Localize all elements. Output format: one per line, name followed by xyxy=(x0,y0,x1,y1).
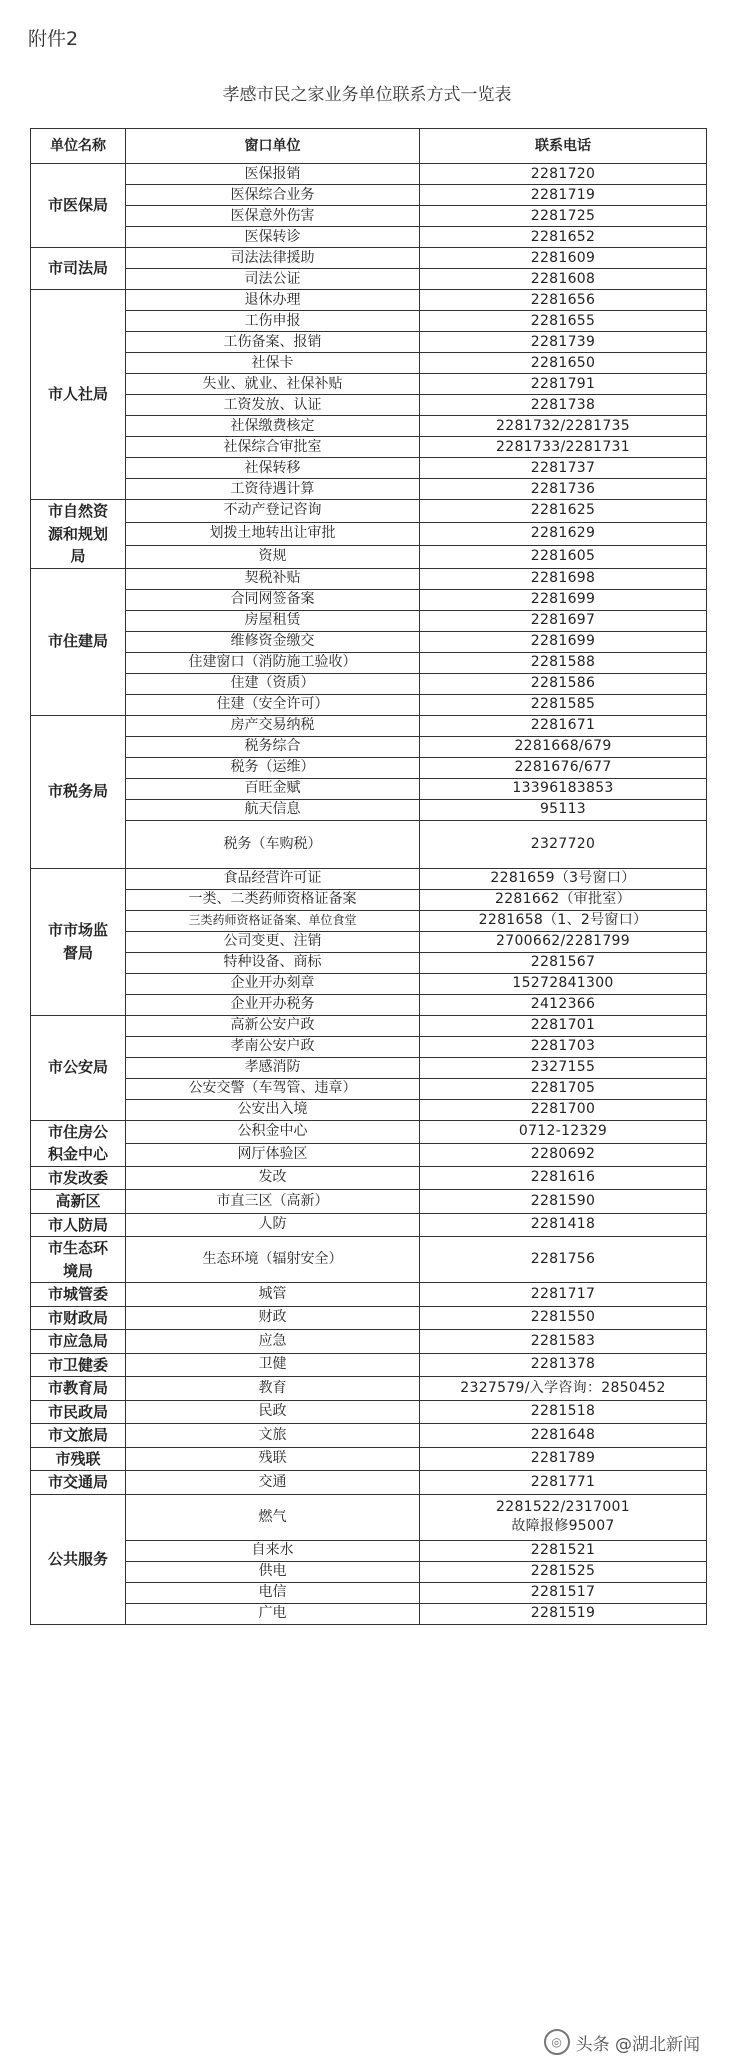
window-cell: 广电 xyxy=(126,1603,420,1624)
table-row xyxy=(31,568,707,589)
window-cell: 文旅 xyxy=(126,1424,420,1448)
window-cell: 一类、二类药师资格证备案 xyxy=(126,889,420,910)
phone-cell: 2700662/2281799 xyxy=(420,931,707,952)
table-row xyxy=(31,248,707,269)
window-cell: 交通 xyxy=(126,1471,420,1495)
phone-cell: 2281732/2281735 xyxy=(420,416,707,437)
phone-cell: 2281697 xyxy=(420,610,707,631)
phone-cell: 2281418 xyxy=(420,1213,707,1237)
table-row xyxy=(31,715,707,736)
phone-cell: 95113 xyxy=(420,799,707,820)
header-window: 窗口单位 xyxy=(126,129,420,164)
header-phone: 联系电话 xyxy=(420,129,707,164)
table-row xyxy=(31,994,707,1015)
phone-cell: 2281671 xyxy=(420,715,707,736)
phone-cell: 2281705 xyxy=(420,1078,707,1099)
table-row xyxy=(31,1143,707,1166)
table-row xyxy=(31,1603,707,1624)
phone-cell: 0712-12329 xyxy=(420,1120,707,1143)
table-row xyxy=(31,1015,707,1036)
phone-cell: 2281736 xyxy=(420,479,707,500)
window-cell: 应急 xyxy=(126,1330,420,1354)
table-row xyxy=(31,757,707,778)
window-cell: 税务综合 xyxy=(126,736,420,757)
window-cell: 孝感消防 xyxy=(126,1057,420,1078)
phone-cell: 2281701 xyxy=(420,1015,707,1036)
dept-cell: 市文旅局 xyxy=(31,1424,126,1448)
camera-icon: ◎ xyxy=(544,2029,570,2055)
table-row xyxy=(31,1036,707,1057)
table-row xyxy=(31,1582,707,1603)
window-cell: 残联 xyxy=(126,1447,420,1471)
phone-cell: 2281629 xyxy=(420,522,707,545)
window-cell: 卫健 xyxy=(126,1353,420,1377)
phone-cell: 2281655 xyxy=(420,311,707,332)
window-cell: 公安交警（车驾管、违章） xyxy=(126,1078,420,1099)
phone-cell: 2281608 xyxy=(420,269,707,290)
phone-cell: 2281771 xyxy=(420,1471,707,1495)
phone-cell: 2281791 xyxy=(420,374,707,395)
table-row xyxy=(31,1494,707,1540)
table-row xyxy=(31,1447,707,1471)
table-row xyxy=(31,1166,707,1190)
table-row xyxy=(31,1400,707,1424)
dept-cell: 市民政局 xyxy=(31,1400,126,1424)
table-row xyxy=(31,1330,707,1354)
window-cell: 高新公安户政 xyxy=(126,1015,420,1036)
phone-cell: 2281698 xyxy=(420,568,707,589)
table-row xyxy=(31,868,707,889)
window-cell: 航天信息 xyxy=(126,799,420,820)
table-row xyxy=(31,332,707,353)
table-row xyxy=(31,1078,707,1099)
table-row xyxy=(31,395,707,416)
window-cell: 企业开办刻章 xyxy=(126,973,420,994)
window-cell: 医保意外伤害 xyxy=(126,206,420,227)
table-row xyxy=(31,374,707,395)
window-cell: 生态环境（辐射安全） xyxy=(126,1237,420,1283)
dept-cell: 市交通局 xyxy=(31,1471,126,1495)
phone-cell: 2281583 xyxy=(420,1330,707,1354)
window-cell: 百旺金赋 xyxy=(126,778,420,799)
table-row xyxy=(31,589,707,610)
window-cell: 特种设备、商标 xyxy=(126,952,420,973)
window-cell: 不动产登记咨询 xyxy=(126,500,420,523)
page-title: 孝感市民之家业务单位联系方式一览表 xyxy=(222,85,512,105)
phone-cell: 2281550 xyxy=(420,1306,707,1330)
phone-cell: 2281521 xyxy=(420,1540,707,1561)
phone-cell: 2281525 xyxy=(420,1561,707,1582)
window-cell: 公安出入境 xyxy=(126,1099,420,1120)
window-cell: 税务（车购税） xyxy=(126,820,420,868)
table-row xyxy=(31,1471,707,1495)
dept-cell: 市人社局 xyxy=(31,290,126,500)
table-row xyxy=(31,164,707,185)
dept-cell: 市医保局 xyxy=(31,164,126,248)
table-row xyxy=(31,227,707,248)
phone-cell: 2281616 xyxy=(420,1166,707,1190)
table-row xyxy=(31,458,707,479)
dept-cell: 市市场监督局 xyxy=(31,868,126,1015)
window-cell: 司法公证 xyxy=(126,269,420,290)
table-row xyxy=(31,1099,707,1120)
phone-cell: 2412366 xyxy=(420,994,707,1015)
phone-cell: 2281567 xyxy=(420,952,707,973)
phone-cell: 2281733/2281731 xyxy=(420,437,707,458)
phone-cell: 2281662（审批室） xyxy=(420,889,707,910)
window-cell: 电信 xyxy=(126,1582,420,1603)
phone-cell: 2281720 xyxy=(420,164,707,185)
phone-cell: 13396183853 xyxy=(420,778,707,799)
phone-cell: 2281625 xyxy=(420,500,707,523)
window-cell: 市直三区（高新） xyxy=(126,1190,420,1214)
window-cell: 医保报销 xyxy=(126,164,420,185)
phone-cell: 2281650 xyxy=(420,353,707,374)
window-cell: 房屋租赁 xyxy=(126,610,420,631)
table-row xyxy=(31,290,707,311)
window-cell: 失业、就业、社保补贴 xyxy=(126,374,420,395)
window-cell: 房产交易纳税 xyxy=(126,715,420,736)
window-cell: 食品经营许可证 xyxy=(126,868,420,889)
table-row xyxy=(31,416,707,437)
window-cell: 税务（运维） xyxy=(126,757,420,778)
header-dept: 单位名称 xyxy=(31,129,126,164)
phone-cell: 2281658（1、2号窗口） xyxy=(420,910,707,931)
window-cell: 公积金中心 xyxy=(126,1120,420,1143)
table-row xyxy=(31,1377,707,1401)
phone-cell: 2281699 xyxy=(420,631,707,652)
dept-cell: 市城管委 xyxy=(31,1283,126,1307)
window-cell: 三类药师资格证备案、单位食堂 xyxy=(126,910,420,931)
table-row xyxy=(31,437,707,458)
phone-cell: 2281739 xyxy=(420,332,707,353)
window-cell: 公司变更、注销 xyxy=(126,931,420,952)
window-cell: 民政 xyxy=(126,1400,420,1424)
phone-cell: 2281648 xyxy=(420,1424,707,1448)
phone-cell: 2281652 xyxy=(420,227,707,248)
phone-cell: 2281725 xyxy=(420,206,707,227)
table-row xyxy=(31,931,707,952)
table-row xyxy=(31,206,707,227)
phone-cell: 2281586 xyxy=(420,673,707,694)
dept-cell: 市住建局 xyxy=(31,568,126,715)
dept-cell: 市发改委 xyxy=(31,1166,126,1190)
window-cell: 医保转诊 xyxy=(126,227,420,248)
table-row xyxy=(31,522,707,545)
table-header-row xyxy=(31,129,707,164)
window-cell: 教育 xyxy=(126,1377,420,1401)
dept-cell: 市残联 xyxy=(31,1447,126,1471)
window-cell: 住建窗口（消防施工验收） xyxy=(126,652,420,673)
table-row xyxy=(31,311,707,332)
table-row xyxy=(31,1424,707,1448)
window-cell: 住建（安全许可） xyxy=(126,694,420,715)
table-row xyxy=(31,652,707,673)
phone-cell: 2281522/2317001 故障报修95007 xyxy=(420,1494,707,1540)
dept-cell: 市教育局 xyxy=(31,1377,126,1401)
window-cell: 燃气 xyxy=(126,1494,420,1540)
phone-cell: 2327155 xyxy=(420,1057,707,1078)
dept-cell: 市人防局 xyxy=(31,1213,126,1237)
window-cell: 工伤申报 xyxy=(126,311,420,332)
phone-cell: 2281756 xyxy=(420,1237,707,1283)
table-row xyxy=(31,973,707,994)
phone-cell: 2281659（3号窗口） xyxy=(420,868,707,889)
phone-cell: 2281609 xyxy=(420,248,707,269)
phone-cell: 15272841300 xyxy=(420,973,707,994)
table-row xyxy=(31,479,707,500)
table-row xyxy=(31,1237,707,1283)
table-row xyxy=(31,889,707,910)
window-cell: 划拨土地转出让审批 xyxy=(126,522,420,545)
dept-cell: 市应急局 xyxy=(31,1330,126,1354)
dept-cell: 市财政局 xyxy=(31,1306,126,1330)
table-row xyxy=(31,1190,707,1214)
table-row xyxy=(31,500,707,523)
table-row xyxy=(31,1353,707,1377)
phone-cell: 2281605 xyxy=(420,545,707,568)
window-cell: 发改 xyxy=(126,1166,420,1190)
phone-cell: 2281789 xyxy=(420,1447,707,1471)
attachment-label: 附件2 xyxy=(28,28,79,50)
table-row xyxy=(31,910,707,931)
phone-cell: 2281656 xyxy=(420,290,707,311)
window-cell: 退休办理 xyxy=(126,290,420,311)
window-cell: 人防 xyxy=(126,1213,420,1237)
phone-cell: 2281668/679 xyxy=(420,736,707,757)
window-cell: 自来水 xyxy=(126,1540,420,1561)
dept-cell: 市自然资源和规划局 xyxy=(31,500,126,569)
window-cell: 契税补贴 xyxy=(126,568,420,589)
window-cell: 网厅体验区 xyxy=(126,1143,420,1166)
window-cell: 财政 xyxy=(126,1306,420,1330)
dept-cell: 市公安局 xyxy=(31,1015,126,1120)
window-cell: 工资待遇计算 xyxy=(126,479,420,500)
table-row xyxy=(31,1540,707,1561)
phone-cell: 2281719 xyxy=(420,185,707,206)
phone-cell: 2281717 xyxy=(420,1283,707,1307)
dept-cell: 公共服务 xyxy=(31,1494,126,1624)
window-cell: 供电 xyxy=(126,1561,420,1582)
window-cell: 社保综合审批室 xyxy=(126,437,420,458)
table-row xyxy=(31,952,707,973)
table-row xyxy=(31,545,707,568)
window-cell: 维修资金缴交 xyxy=(126,631,420,652)
phone-cell: 2281699 xyxy=(420,589,707,610)
watermark xyxy=(538,2027,706,2057)
table-row xyxy=(31,799,707,820)
window-cell: 医保综合业务 xyxy=(126,185,420,206)
phone-cell: 2281737 xyxy=(420,458,707,479)
dept-cell: 高新区 xyxy=(31,1190,126,1214)
phone-cell: 2281738 xyxy=(420,395,707,416)
table-row xyxy=(31,1057,707,1078)
window-cell: 企业开办税务 xyxy=(126,994,420,1015)
contact-table xyxy=(30,128,707,1625)
phone-cell: 2281519 xyxy=(420,1603,707,1624)
window-cell: 合同网签备案 xyxy=(126,589,420,610)
phone-cell: 2281588 xyxy=(420,652,707,673)
phone-cell: 2281585 xyxy=(420,694,707,715)
phone-cell: 2281378 xyxy=(420,1353,707,1377)
window-cell: 社保缴费核定 xyxy=(126,416,420,437)
phone-cell: 2327720 xyxy=(420,820,707,868)
window-cell: 住建（资质） xyxy=(126,673,420,694)
table-row xyxy=(31,631,707,652)
table-row xyxy=(31,610,707,631)
phone-cell: 2280692 xyxy=(420,1143,707,1166)
dept-cell: 市生态环境局 xyxy=(31,1237,126,1283)
table-row xyxy=(31,353,707,374)
window-cell: 司法法律援助 xyxy=(126,248,420,269)
table-row xyxy=(31,1213,707,1237)
phone-cell: 2281700 xyxy=(420,1099,707,1120)
table-row xyxy=(31,694,707,715)
phone-cell: 2327579/入学咨询：2850452 xyxy=(420,1377,707,1401)
dept-cell: 市司法局 xyxy=(31,248,126,290)
window-cell: 社保卡 xyxy=(126,353,420,374)
table-row xyxy=(31,1306,707,1330)
table-row xyxy=(31,1561,707,1582)
table-row xyxy=(31,820,707,868)
table-row xyxy=(31,185,707,206)
window-cell: 社保转移 xyxy=(126,458,420,479)
dept-cell: 市税务局 xyxy=(31,715,126,868)
window-cell: 孝南公安户政 xyxy=(126,1036,420,1057)
table-row xyxy=(31,1283,707,1307)
table-row xyxy=(31,269,707,290)
window-cell: 工伤备案、报销 xyxy=(126,332,420,353)
phone-cell: 2281676/677 xyxy=(420,757,707,778)
dept-cell: 市住房公积金中心 xyxy=(31,1120,126,1166)
dept-cell: 市卫健委 xyxy=(31,1353,126,1377)
window-cell: 资规 xyxy=(126,545,420,568)
table-row xyxy=(31,736,707,757)
phone-cell: 2281590 xyxy=(420,1190,707,1214)
window-cell: 工资发放、认证 xyxy=(126,395,420,416)
watermark-text: 头条 @湖北新闻 xyxy=(575,2034,700,2055)
table-row xyxy=(31,673,707,694)
window-cell: 城管 xyxy=(126,1283,420,1307)
phone-cell: 2281703 xyxy=(420,1036,707,1057)
table-row xyxy=(31,778,707,799)
phone-cell: 2281518 xyxy=(420,1400,707,1424)
table-row xyxy=(31,1120,707,1143)
table-body xyxy=(31,164,707,1625)
phone-cell: 2281517 xyxy=(420,1582,707,1603)
